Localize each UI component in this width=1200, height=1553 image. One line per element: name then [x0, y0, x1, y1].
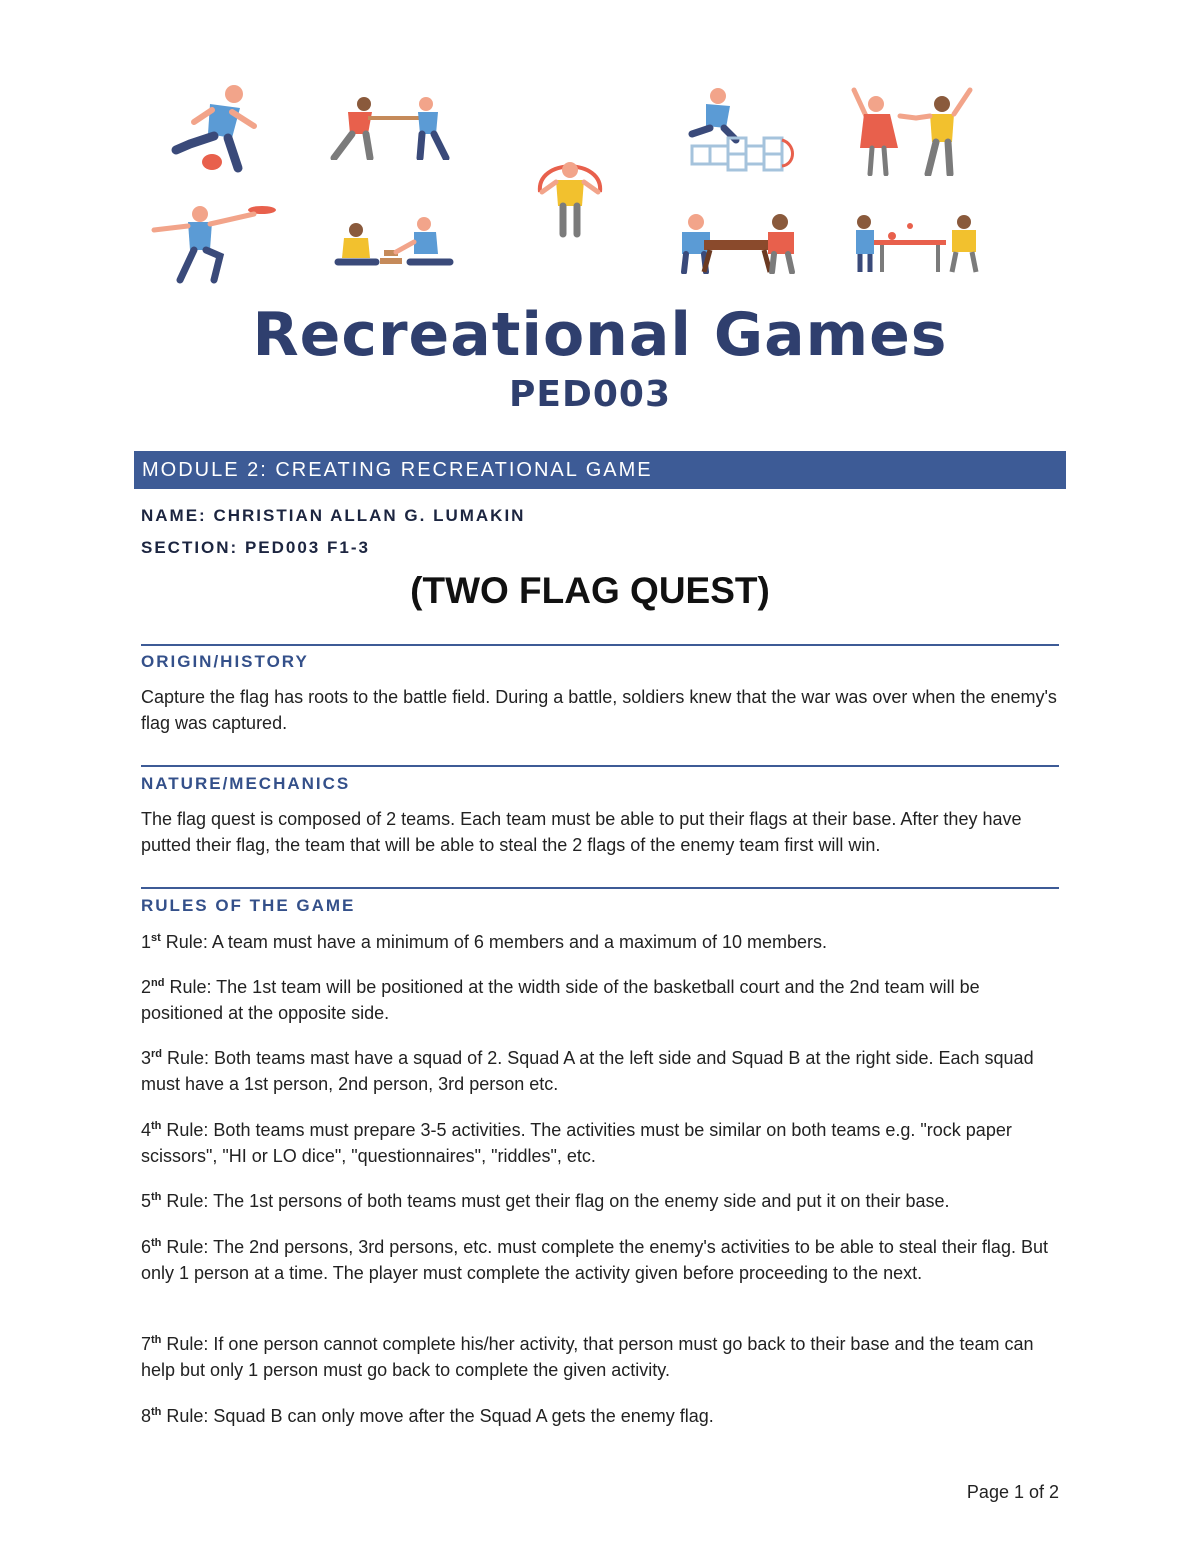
rule-number: 8 — [141, 1406, 152, 1426]
ping-pong-table-icon — [852, 212, 982, 274]
rule-number: 5 — [141, 1191, 152, 1211]
student-section: SECTION: PED003 F1-3 — [141, 538, 370, 557]
jump-rope-icon — [532, 148, 608, 238]
rule-ordinal: th — [151, 1406, 162, 1418]
rule-item — [141, 1045, 1066, 1097]
hopscotch-icon — [684, 88, 796, 172]
module-banner: MODULE 2: CREATING RECREATIONAL GAME — [134, 451, 1066, 489]
document-title: Recreational Games — [252, 300, 948, 370]
soccer-player-icon — [170, 82, 260, 174]
origin-heading: ORIGIN/HISTORY — [141, 652, 309, 671]
rule-text: Rule: Squad B can only move after the Squad A gets the enemy flag. — [161, 1406, 714, 1426]
rule-ordinal: th — [151, 1191, 162, 1203]
rule-ordinal: nd — [151, 977, 165, 989]
page-number: Page 1 of 2 — [966, 1482, 1059, 1502]
rule-text: Rule: The 1st team will be positioned at the width side of the basketball court and the 2nd team will be positioned at the opposite side. — [141, 977, 980, 1023]
game-title: (TWO FLAG QUEST) — [410, 570, 770, 611]
rule-text: Rule: A team must have a minimum of 6 members and a maximum of 10 members. — [160, 932, 828, 952]
rule-ordinal: th — [151, 1334, 162, 1346]
rule-item — [141, 929, 1066, 955]
rule-text: Rule: Both teams mast have a squad of 2. Squad A at the left side and Squad B at the right side. Each squad must have a 1st person, 2nd person, 3rd person etc. — [141, 1048, 1034, 1094]
rule-number: 2 — [141, 977, 152, 997]
frisbee-thrower-icon — [150, 204, 278, 284]
block-game-icon — [328, 216, 454, 272]
nature-text: The flag quest is composed of 2 teams. Each team must be able to put their flags at their base. After they have putted their flag, the team that will be able to steal the 2 flags of the enemy team first will win. — [141, 809, 1022, 855]
rule-number: 1 — [141, 932, 152, 952]
rule-number: 3 — [141, 1048, 152, 1068]
rule-ordinal: th — [151, 1120, 162, 1132]
rule-item — [141, 974, 1066, 1026]
rule-item — [141, 1117, 1066, 1169]
rule-number: 7 — [141, 1334, 152, 1354]
rule-number: 6 — [141, 1237, 152, 1257]
rule-text: Rule: The 2nd persons, 3rd persons, etc. must complete the enemy's activities to be able to steal their flag. But only 1 person at a time. The player must complete the activity given before proceeding to the next. — [141, 1237, 1048, 1283]
student-name: NAME: CHRISTIAN ALLAN G. LUMAKIN — [141, 506, 526, 525]
rule-item — [141, 1403, 1066, 1429]
section-divider — [141, 765, 1059, 767]
rule-item — [141, 1188, 1066, 1214]
rule-text: Rule: If one person cannot complete his/her activity, that person must go back to their base and the team can help but only 1 person must go back to complete the given activity. — [141, 1334, 1034, 1380]
rules-heading: RULES OF THE GAME — [141, 896, 356, 915]
rule-item — [141, 1234, 1066, 1286]
dancing-pair-icon — [850, 86, 976, 176]
rule-text: Rule: The 1st persons of both teams must get their flag on the enemy side and put it on their base. — [161, 1191, 950, 1211]
rule-ordinal: th — [151, 1237, 162, 1249]
rule-ordinal: rd — [151, 1048, 163, 1060]
section-divider — [141, 644, 1059, 646]
rule-ordinal: st — [151, 932, 161, 944]
rule-text: Rule: Both teams must prepare 3-5 activities. The activities must be similar on both teams e.g. "rock paper scissors", "HI or LO dice", "questionnaires", "riddles", etc. — [141, 1120, 1012, 1166]
section-divider — [141, 887, 1059, 889]
foosball-table-icon — [676, 212, 800, 274]
tug-play-icon — [326, 96, 456, 160]
nature-heading: NATURE/MECHANICS — [141, 774, 351, 793]
rule-number: 4 — [141, 1120, 152, 1140]
course-code: PED003 — [508, 374, 671, 415]
rule-item — [141, 1331, 1066, 1383]
origin-text: Capture the flag has roots to the battle field. During a battle, soldiers knew that the war was over when the enemy's flag was captured. — [141, 687, 1057, 733]
